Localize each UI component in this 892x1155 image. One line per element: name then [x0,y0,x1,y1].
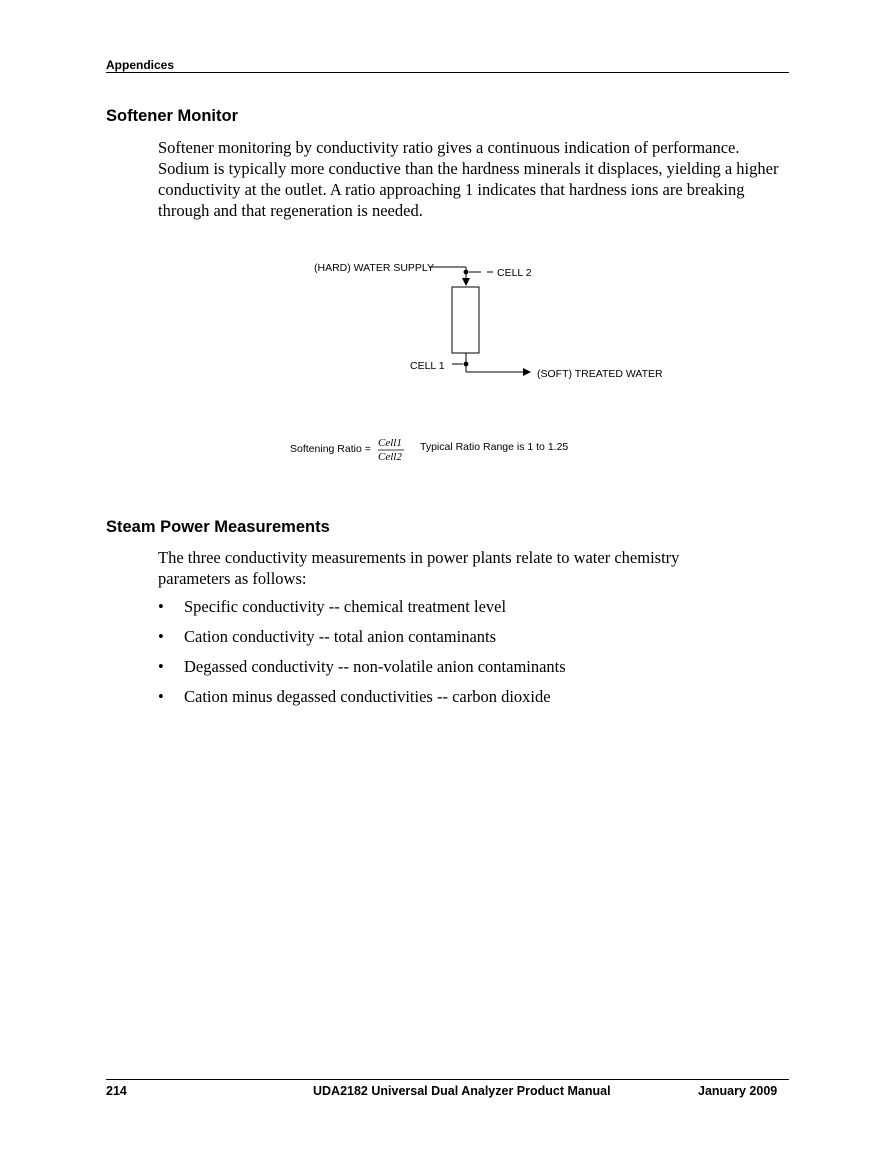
cell1-dot [464,362,469,367]
cell1-label: CELL 1 [410,360,445,372]
list-item: • Specific conductivity -- chemical treatment level [158,596,566,626]
page-number: 214 [106,1084,127,1098]
footer-rule [106,1079,789,1080]
supply-label: (HARD) WATER SUPPLY [314,262,434,274]
list-item: • Degassed conductivity -- non-volatile anion contaminants [158,656,566,686]
cell2-dot [464,270,469,275]
steam-bullet-list [158,596,566,716]
softener-paragraph: Softener monitoring by conductivity ratio gives a continuous indication of performance. Sodium is typically more conductive than the hardness minerals it displaces, yielding a higher conductivity at the outlet. A ratio approaching 1 indicates that hardness ions are breaking through and that regeneration is needed. [158,138,779,220]
list-item: • Cation conductivity -- total anion contaminants [158,626,566,656]
manual-title: UDA2182 Universal Dual Analyzer Product Manual [313,1084,611,1098]
ratio-denominator: Cell2 [378,451,402,463]
ratio-label: Softening Ratio = [290,443,371,455]
section-title-steam: Steam Power Measurements [106,518,330,536]
treated-label: (SOFT) TREATED WATER [537,368,663,380]
section-title-softener: Softener Monitor [106,107,238,125]
softener-diagram [0,0,892,500]
list-item: • Cation minus degassed conductivities -- carbon dioxide [158,686,566,716]
ratio-numerator: Cell1 [378,437,402,449]
running-header: Appendices [106,58,175,72]
softener-column [452,287,479,353]
ratio-range-note: Typical Ratio Range is 1 to 1.25 [420,441,569,453]
publication-date: January 2009 [698,1084,778,1098]
steam-paragraph: The three conductivity measurements in power plants relate to water chemistry parameters as follows: [158,548,680,588]
cell2-label: CELL 2 [497,267,532,279]
